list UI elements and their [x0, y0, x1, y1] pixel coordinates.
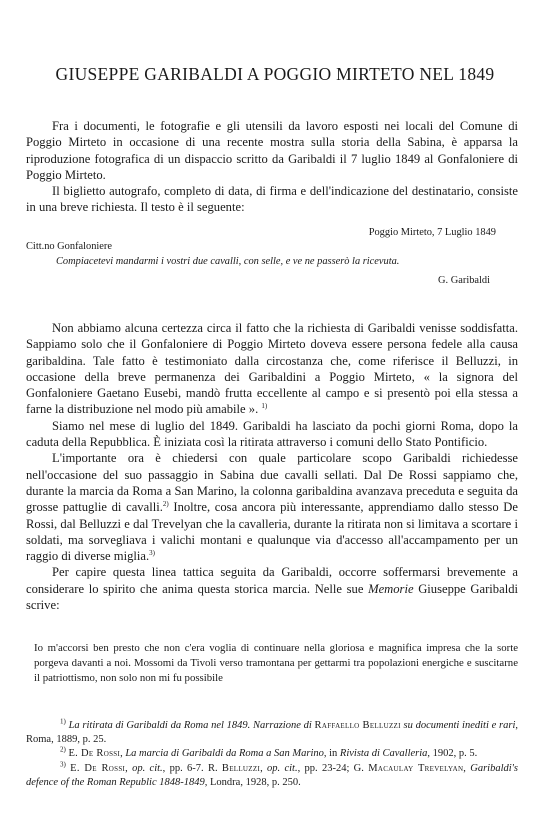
letter-addressee: Citt.no Gonfaloniere	[26, 241, 112, 252]
footnote-ref-2[interactable]: 2)	[162, 500, 169, 509]
footnote-2: $^{2)}$ E. De Rossi, La marcia di Garibaldi da Roma a San Marino, in Rivista di Cavalleria, 1902, p. 5.	[60, 745, 478, 760]
footnotes	[26, 719, 518, 790]
footnote-3: $^{3)}$ E. De Rossi, op. cit., pp. 6-7. R. Belluzzi, op. cit., pp. 23-24; G. Macaulay Trevelyan, Garibaldi's defence of the Roman Republic 1848-1849, Londra, 1928, p. 250.	[26, 760, 518, 788]
block-quote: Io m'accorsi ben presto che non c'era voglia di continuare nella gloriosa e magnifica impresa che la sorte porgeva davanti a noi. Mossomi da Tivoli verso tramontana per gettarmi tra popolazioni energiche e suscitarne il patriottismo, non solo non mi fu possibile	[34, 642, 518, 684]
footnote-ref-3[interactable]: 3)	[149, 548, 155, 557]
memorie-title: Memorie	[368, 581, 414, 596]
intro-section	[26, 118, 518, 216]
body-paragraph-4: Per capire questa linea tattica seguita da Garibaldi, occorre soffermarsi brevemente a considerare lo spirito che anima questa storica marcia. Nelle sue Memorie Giuseppe Garibaldi scrive:	[26, 565, 518, 613]
letter-text: Compiacetevi mandarmi i vostri due cavalli, con selle, e ve ne passerò la ricevuta.	[56, 256, 400, 267]
letter-signature: G. Garibaldi	[438, 275, 490, 286]
intro-paragraph-1: Fra i documenti, le fotografie e gli utensili da lavoro esposti nei locali del Comune di Poggio Mirteto in occasione di una recente mostra sulla storia della Sabina, è apparsa la riproduzione fotografica di un dispaccio scritto da Garibaldi il 7 luglio 1849 al Gonfaloniere di Poggio Mirteto.	[26, 119, 518, 182]
footnote-1: $^{1)}$ La ritirata di Garibaldi da Roma nel 1849. Narrazione di Raffaello Belluzzi su documenti inediti e rari, Roma, 1889, p. 25.	[26, 717, 519, 746]
letter-place-date: Poggio Mirteto, 7 Luglio 1849	[368, 227, 496, 238]
footnote-ref-1[interactable]: 1)	[261, 402, 268, 411]
body-paragraph-2: Siamo nel mese di luglio del 1849. Garibaldi ha lasciato da pochi giorni Roma, dopo la caduta della Repubblica. È iniziata così la ritirata attraverso i comuni dello Stato Pontificio.	[26, 418, 518, 450]
body-paragraph-1: Non abbiamo alcuna certezza circa il fatto che la richiesta di Garibaldi venisse soddisfatta. Sappiamo solo che il Gonfaloniere di Poggio Mirteto doveva essere persona fedele alla causa garibaldina. Tale fatto è testimoniato dalla circostanza che, come riferisce il Belluzzi, in occasione della breve permanenza dei Garibaldini a Poggio Mirteto, « la signora del Gonfaloniere Gaetano Eusebi, mandò frutta eccellente al campo e si presentò poi ella stessa a farne la distribuzione nel modo più amabile ». $^{1)}$	[26, 321, 518, 417]
intro-paragraph-2: Il biglietto autografo, completo di data, di firma e dell'indicazione del destinatario, consiste in una breve richiesta. Il testo è il seguente:	[26, 184, 518, 215]
page-title: GIUSEPPE GARIBALDI A POGGIO MIRTETO NEL 1849	[55, 64, 495, 84]
body-paragraph-3: L'importante ora è chiedersi con quale particolare scopo Garibaldi richiedesse nell'occasione del suo passaggio in Sabina due cavalli sellati. Dal De Rossi sappiamo che, durante la marcia da Roma a San Marino, la colonna garibaldina avanzava preceduta e seguita da grosse pattuglie di cavalli.$^{2)}$ Inoltre, cosa ancora più interessante, apprendiamo dallo stesso De Rossi, dal Belluzzi e dal Trevelyan che la cavalleria, durante la ritirata non si limitava a scortare i soldati, ma sorvegliava i valichi montani e qualunque via d'accesso all'accampamento per un raggio di diverse miglia.$^{3)}$	[26, 451, 518, 564]
main-text	[26, 320, 518, 613]
